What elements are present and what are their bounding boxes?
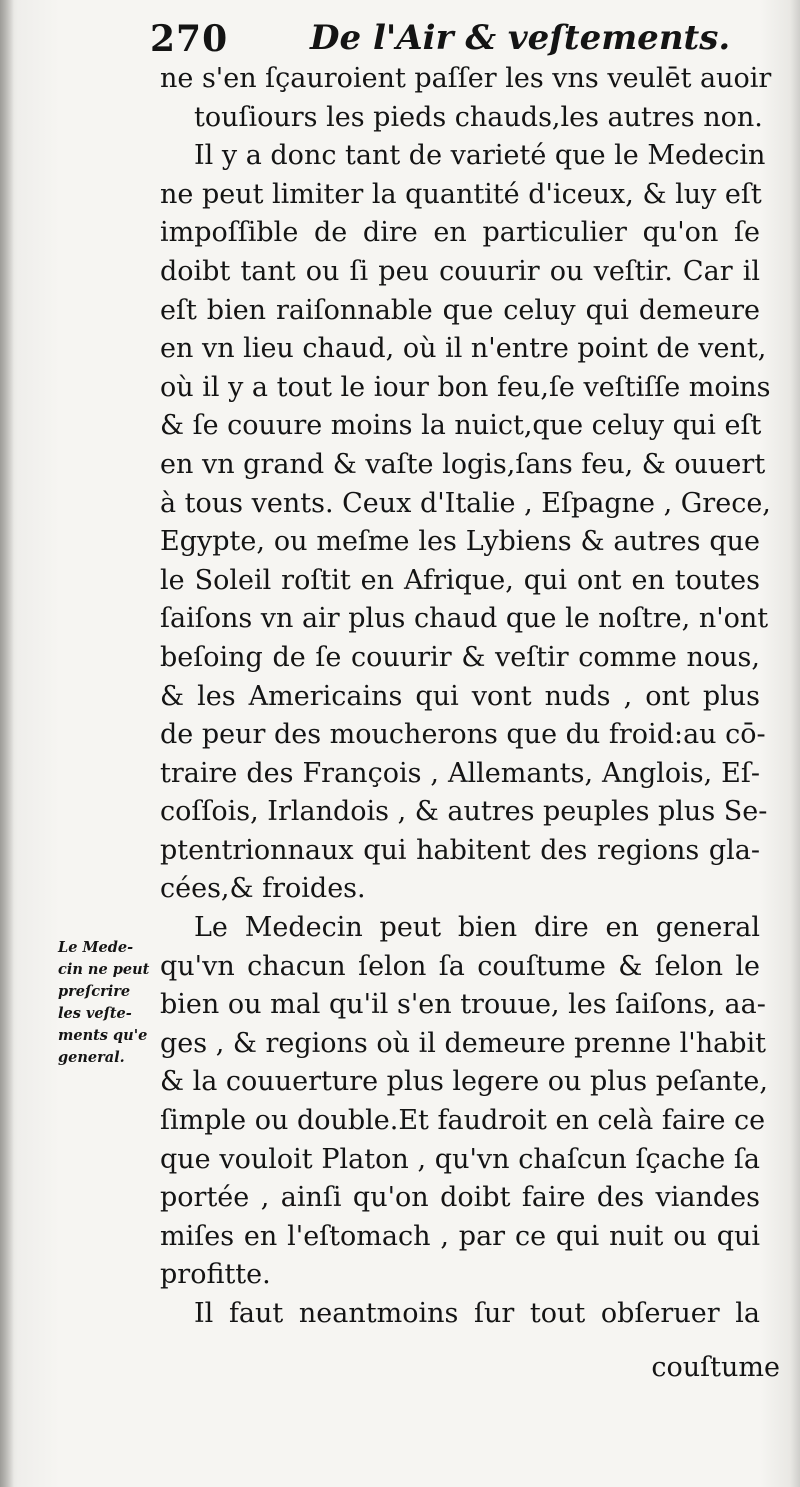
- text-line: cées,& froides.: [160, 873, 366, 905]
- text-line: profitte.: [160, 1259, 271, 1291]
- text-line: impoſſible de dire en particulier qu'on ſe: [160, 217, 760, 249]
- body-text: [160, 60, 772, 1334]
- text-line: touſiours les pieds chauds,les autres non.: [194, 101, 763, 133]
- margin-note-line: Le Mede-: [58, 939, 134, 956]
- page-number: 270: [150, 18, 229, 60]
- margin-note-line: ments qu'e: [58, 1027, 148, 1044]
- text-line: ſaiſons vn air plus chaud que le noſtre, n'ont: [160, 603, 769, 635]
- text-line: miſes en l'eſtomach , par ce qui nuit ou qui: [160, 1220, 760, 1252]
- paragraph-start-line: Il faut neantmoins ſur tout obſeruer la: [194, 1298, 760, 1329]
- text-line: ptentrionnaux qui habitent des regions gla-: [160, 834, 760, 866]
- text-line: que vouloit Platon , qu'vn chaſcun ſçache ſa: [160, 1143, 760, 1175]
- paragraph-start-line: Le Medecin peut bien dire en general: [194, 912, 760, 944]
- text-line: & les Americains qui vont nuds , ont plus: [160, 680, 760, 712]
- text-line: ne s'en ſçauroient paſſer les vns veulēt auoir: [160, 63, 772, 94]
- text-line: ſimple ou double.Et faudroit en celà faire ce: [160, 1105, 766, 1137]
- text-line: qu'vn chacun ſelon ſa couſtume & ſelon le: [160, 950, 760, 982]
- margin-note-line: cin ne peut: [58, 961, 150, 978]
- text-line: eſt bien raiſonnable que celuy qui demeure: [160, 294, 760, 326]
- running-head-title: De l'Air & veſtements.: [310, 18, 731, 58]
- text-line: bien ou mal qu'il s'en trouue, les ſaiſons, aa-: [160, 989, 766, 1021]
- text-line: & la couuerture plus legere ou plus peſante,: [160, 1066, 768, 1098]
- text-line: en vn lieu chaud, où il n'entre point de vent,: [160, 333, 767, 365]
- text-line: & ſe couure moins la nuict,que celuy qui eſt: [160, 410, 762, 442]
- margin-note-line: les veſte-: [58, 1005, 132, 1022]
- text-line: coſſois, Irlandois , & autres peuples plus Se-: [160, 796, 768, 828]
- paragraph-start-line: Il y a donc tant de varieté que le Medecin: [194, 140, 766, 172]
- margin-note-line: general.: [58, 1049, 125, 1066]
- running-head: [150, 18, 760, 64]
- text-line: où il y a tout le iour bon feu,ſe veſtiſſe moins: [160, 371, 771, 403]
- text-line: doibt tant ou ſi peu couurir ou veſtir. Car il: [160, 255, 760, 287]
- text-line: le Soleil roſtit en Afrique, qui ont en toutes: [160, 564, 760, 596]
- text-line: ne peut limiter la quantité d'iceux, & luy eſt: [160, 178, 762, 210]
- margin-note: [58, 937, 156, 1069]
- margin-note-line: preſcrire: [58, 983, 131, 1000]
- text-line: ges , & regions où il demeure prenne l'habit: [160, 1027, 766, 1059]
- text-line: portée , ainſi qu'on doibt faire des viandes: [160, 1182, 760, 1214]
- text-line: Egypte, ou meſme les Lybiens & autres que: [160, 526, 760, 558]
- catchword: couſtume: [651, 1352, 780, 1383]
- text-line: beſoing de ſe couurir & veſtir comme nous,: [160, 641, 760, 673]
- text-line: en vn grand & vaſte logis,ſans feu, & ouuert: [160, 448, 766, 480]
- text-line: traire des François , Allemants, Anglois, Eſ-: [160, 757, 760, 789]
- text-line: de peur des moucherons que du froid:au cō-: [160, 719, 766, 751]
- page-gutter-shadow: [0, 0, 14, 1487]
- text-line: à tous vents. Ceux d'Italie , Eſpagne , Grece,: [160, 487, 771, 519]
